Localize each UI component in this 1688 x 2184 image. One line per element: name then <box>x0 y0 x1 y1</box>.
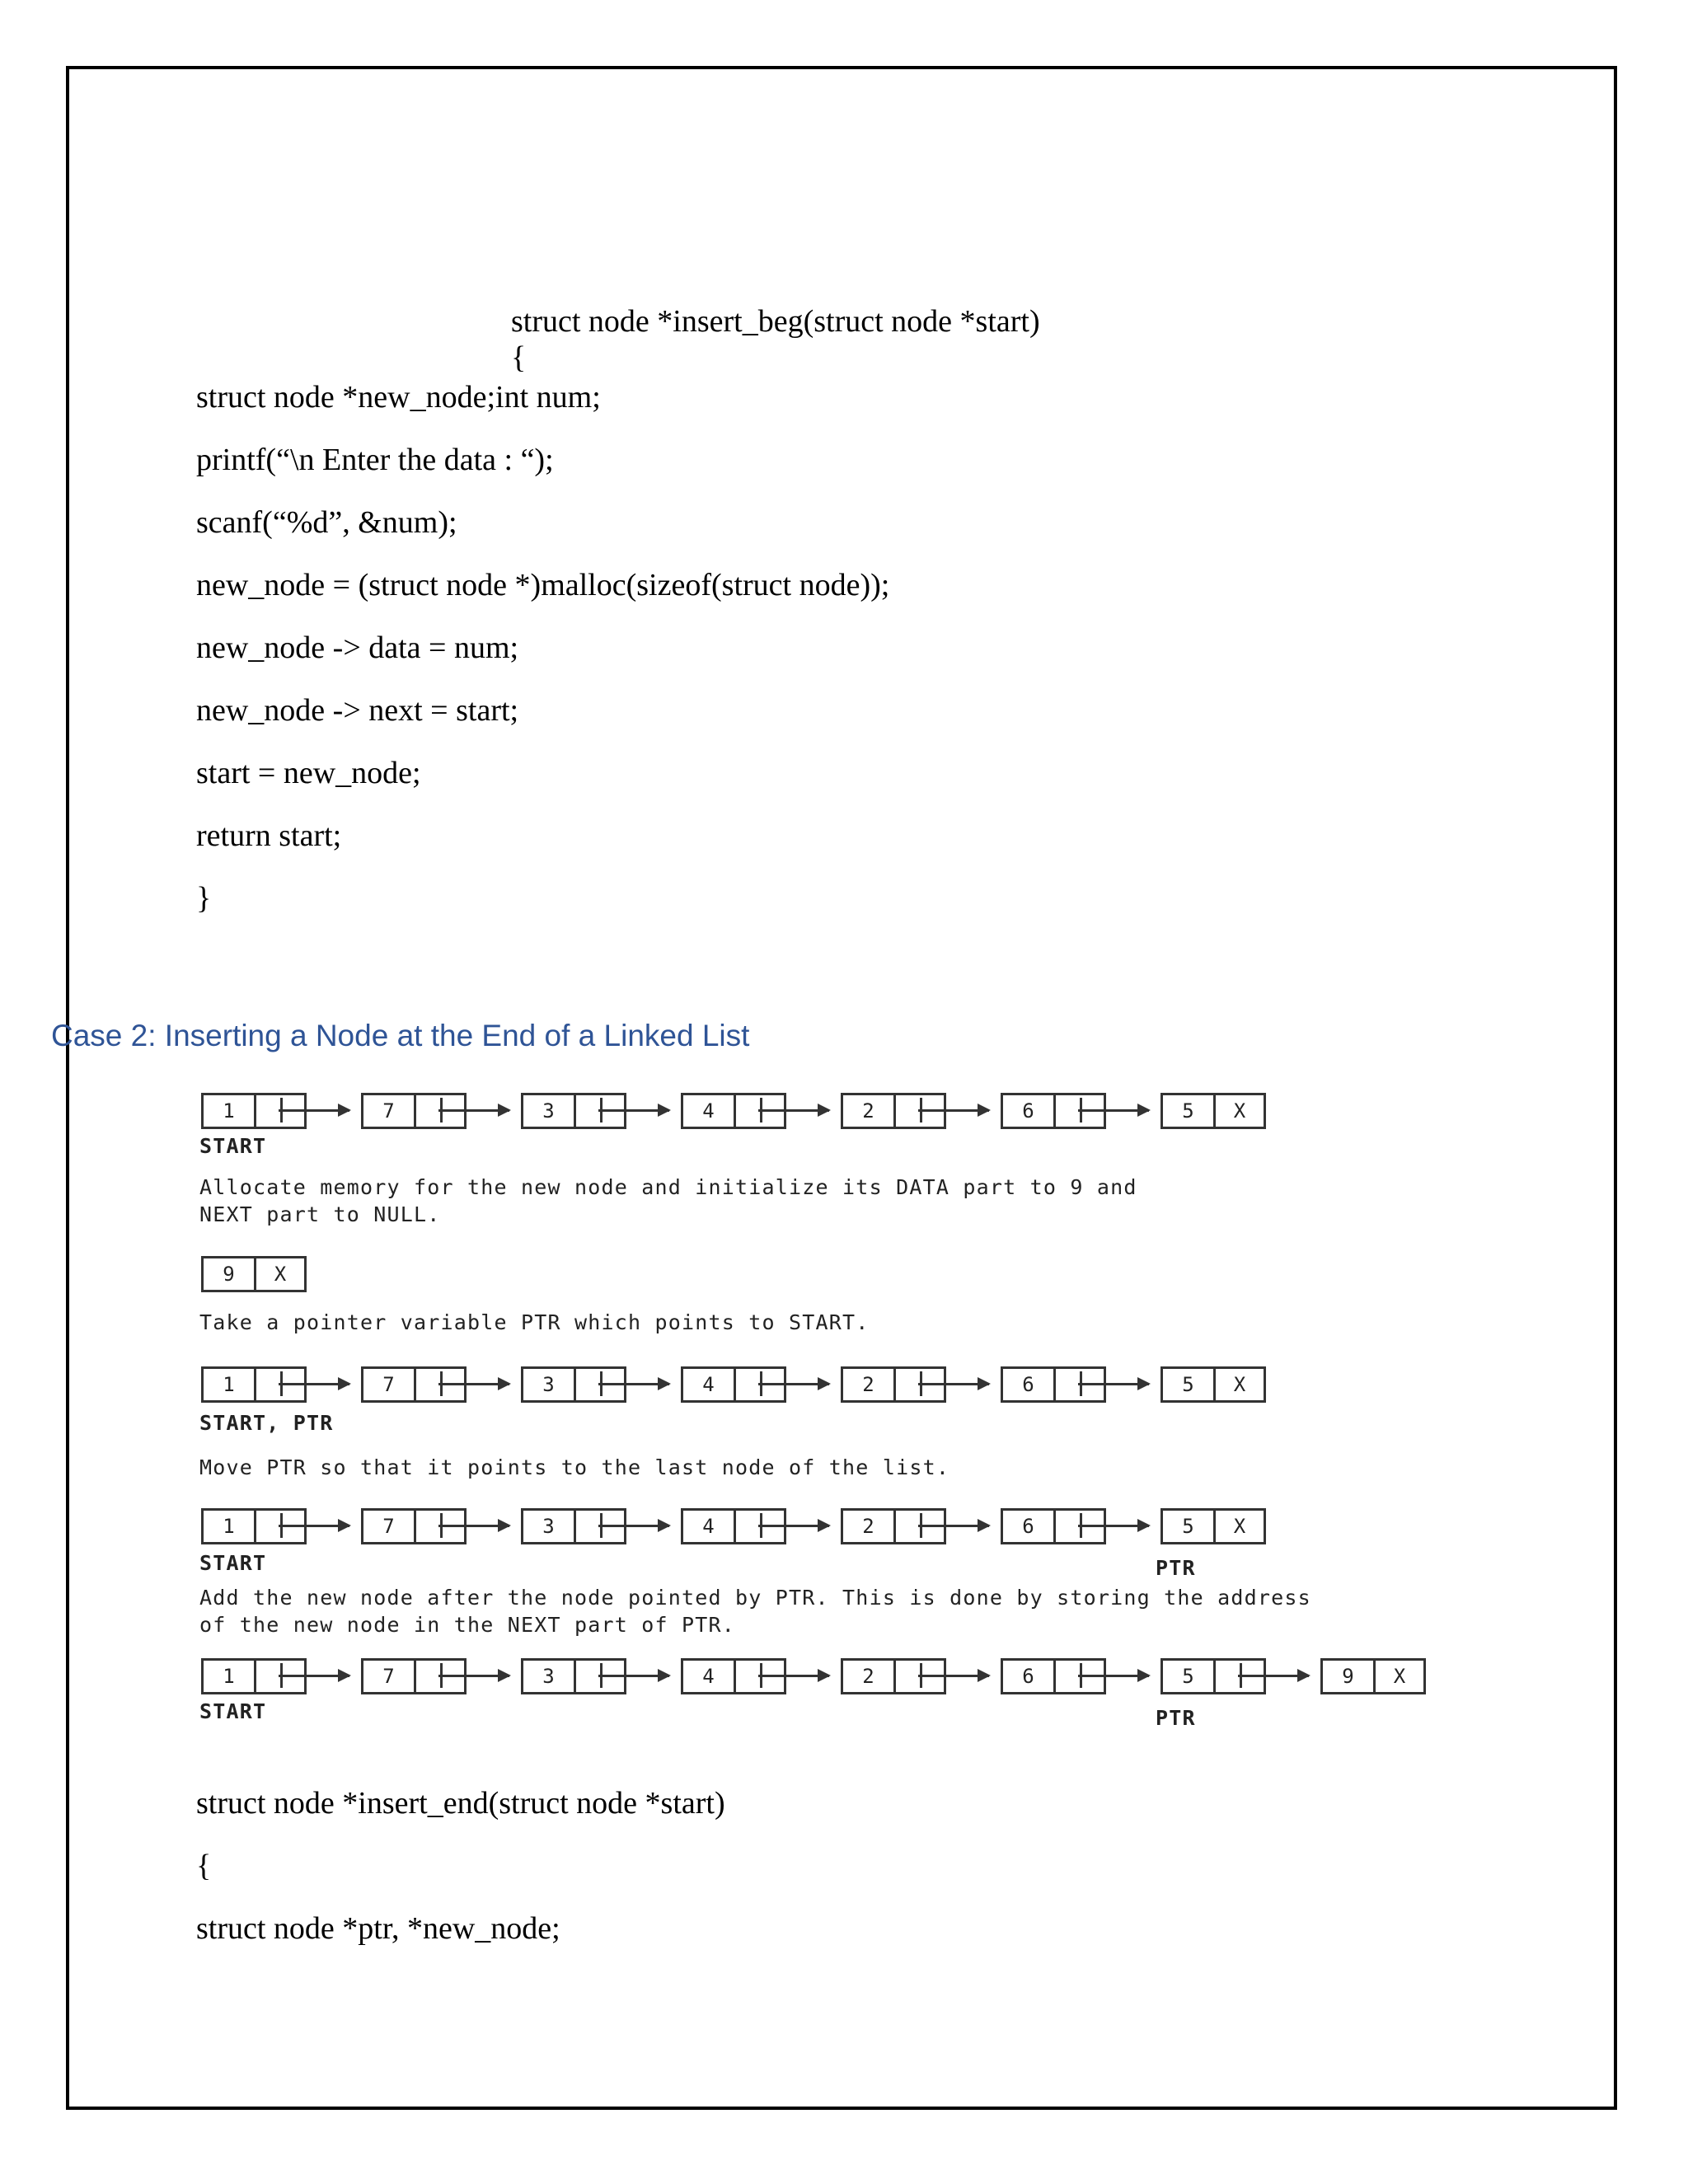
code2-signature: struct node *insert_end(struct node *start) <box>196 1786 725 1821</box>
list-node <box>1160 1366 1266 1403</box>
pointer-tick <box>280 1663 283 1688</box>
list-node <box>1320 1658 1426 1694</box>
step1-text-line1: Allocate memory for the new node and initialize its DATA part to 9 and <box>199 1175 1137 1199</box>
pointer-tick <box>920 1098 922 1122</box>
pointer-tick <box>920 1663 922 1688</box>
code-line: } <box>196 881 212 916</box>
node-data-cell: 7 <box>382 1099 395 1122</box>
pointer-tick <box>600 1663 603 1688</box>
pointer-tick <box>440 1371 443 1396</box>
pointer-tick <box>600 1513 603 1538</box>
step2-text: Take a pointer variable PTR which points to START. <box>199 1310 870 1334</box>
pointer-tick <box>920 1513 922 1538</box>
code-line: struct node *new_node;int num; <box>196 380 601 415</box>
node-null-cell: X <box>1213 1369 1264 1400</box>
next-pointer-arrow <box>279 1109 349 1112</box>
node-data-cell: 7 <box>382 1665 395 1688</box>
next-pointer-arrow <box>438 1109 509 1112</box>
pointer-tick <box>600 1371 603 1396</box>
node-null-cell: X <box>1213 1095 1264 1127</box>
code2-open-brace: { <box>196 1849 212 1883</box>
next-pointer-arrow <box>758 1675 829 1677</box>
next-pointer-arrow <box>598 1109 669 1112</box>
node-data-cell: 4 <box>702 1665 715 1688</box>
next-pointer-arrow <box>1078 1383 1149 1385</box>
node-data-cell: 6 <box>1022 1099 1034 1122</box>
pointer-tick <box>440 1098 443 1122</box>
next-pointer-arrow <box>758 1109 829 1112</box>
code-line: new_node -> data = num; <box>196 630 519 665</box>
node-data-cell: 4 <box>702 1515 715 1538</box>
code-line: new_node = (struct node *)malloc(sizeof(struct node)); <box>196 568 890 602</box>
pointer-tick <box>280 1513 283 1538</box>
ptr-label: PTR <box>1156 1706 1196 1730</box>
pointer-tick <box>1080 1371 1082 1396</box>
node-data-cell: 9 <box>223 1263 235 1286</box>
node-data-cell: 5 <box>1182 1373 1194 1396</box>
node-data-cell: 6 <box>1022 1515 1034 1538</box>
pointer-tick <box>280 1098 283 1122</box>
pointer-tick <box>280 1371 283 1396</box>
node-data-cell: 3 <box>542 1099 555 1122</box>
next-pointer-arrow <box>438 1675 509 1677</box>
pointer-tick <box>1080 1098 1082 1122</box>
step3-text: Move PTR so that it points to the last node of the list. <box>199 1455 950 1479</box>
node-null-cell: X <box>254 1258 304 1290</box>
node-data-cell: 9 <box>1342 1665 1354 1688</box>
list-node <box>1160 1508 1266 1544</box>
section-heading: Case 2: Inserting a Node at the End of a Linked List <box>51 1019 750 1052</box>
node-data-cell: 2 <box>862 1099 874 1122</box>
step4-text-line1: Add the new node after the node pointed by PTR. This is done by storing the address <box>199 1586 1311 1610</box>
start-label: START <box>199 1699 267 1723</box>
node-data-cell: 5 <box>1182 1099 1194 1122</box>
pointer-tick <box>760 1663 762 1688</box>
code-line: start = new_node; <box>196 756 421 790</box>
code-line: return start; <box>196 818 342 853</box>
next-pointer-arrow <box>438 1525 509 1527</box>
code1-open-brace: { <box>511 340 527 375</box>
code2-line1: struct node *ptr, *new_node; <box>196 1911 560 1946</box>
pointer-tick <box>600 1098 603 1122</box>
next-pointer-arrow <box>279 1525 349 1527</box>
node-data-cell: 5 <box>1182 1515 1194 1538</box>
ptr-label: PTR <box>1156 1556 1196 1580</box>
node-data-cell: 3 <box>542 1373 555 1396</box>
next-pointer-arrow <box>918 1109 989 1112</box>
node-data-cell: 4 <box>702 1099 715 1122</box>
node-data-cell: 6 <box>1022 1665 1034 1688</box>
node-data-cell: 1 <box>223 1099 235 1122</box>
next-pointer-arrow <box>918 1383 989 1385</box>
node-data-cell: 6 <box>1022 1373 1034 1396</box>
code-line: new_node -> next = start; <box>196 693 519 728</box>
node-data-cell: 2 <box>862 1665 874 1688</box>
next-pointer-arrow <box>758 1525 829 1527</box>
code-line: printf(“\n Enter the data : “); <box>196 443 554 477</box>
start-label: START <box>199 1551 267 1575</box>
node-data-cell: 3 <box>542 1665 555 1688</box>
next-pointer-arrow <box>1078 1675 1149 1677</box>
next-pointer-arrow <box>918 1675 989 1677</box>
node-data-cell: 5 <box>1182 1665 1194 1688</box>
next-pointer-arrow <box>598 1383 669 1385</box>
node-data-cell: 1 <box>223 1515 235 1538</box>
next-pointer-arrow <box>438 1383 509 1385</box>
node-data-cell: 1 <box>223 1373 235 1396</box>
pointer-tick <box>760 1098 762 1122</box>
node-data-cell: 3 <box>542 1515 555 1538</box>
step4-text-line2: of the new node in the NEXT part of PTR. <box>199 1613 736 1637</box>
node-data-cell: 1 <box>223 1665 235 1688</box>
next-pointer-arrow <box>918 1525 989 1527</box>
pointer-tick <box>1080 1513 1082 1538</box>
next-pointer-arrow <box>1078 1525 1149 1527</box>
list-node <box>1160 1093 1266 1129</box>
pointer-tick <box>760 1513 762 1538</box>
code-line: scanf(“%d”, &num); <box>196 505 457 540</box>
next-pointer-arrow <box>598 1525 669 1527</box>
pointer-tick <box>440 1513 443 1538</box>
pointer-tick <box>440 1663 443 1688</box>
pointer-tick <box>1240 1663 1242 1688</box>
next-pointer-arrow <box>279 1675 349 1677</box>
next-pointer-arrow <box>1238 1675 1309 1677</box>
start-ptr-label: START, PTR <box>199 1411 334 1435</box>
pointer-tick <box>920 1371 922 1396</box>
next-pointer-arrow <box>1078 1109 1149 1112</box>
node-data-cell: 7 <box>382 1373 395 1396</box>
code1-signature: struct node *insert_beg(struct node *start) <box>511 304 1040 339</box>
node-null-cell: X <box>1213 1511 1264 1542</box>
start-label: START <box>199 1134 267 1158</box>
node-data-cell: 2 <box>862 1515 874 1538</box>
pointer-tick <box>1080 1663 1082 1688</box>
node-null-cell: X <box>1373 1661 1423 1692</box>
pointer-tick <box>760 1371 762 1396</box>
list-node <box>201 1256 307 1292</box>
next-pointer-arrow <box>758 1383 829 1385</box>
next-pointer-arrow <box>598 1675 669 1677</box>
node-data-cell: 7 <box>382 1515 395 1538</box>
step1-text-line2: NEXT part to NULL. <box>199 1202 441 1226</box>
node-data-cell: 2 <box>862 1373 874 1396</box>
node-data-cell: 4 <box>702 1373 715 1396</box>
next-pointer-arrow <box>279 1383 349 1385</box>
